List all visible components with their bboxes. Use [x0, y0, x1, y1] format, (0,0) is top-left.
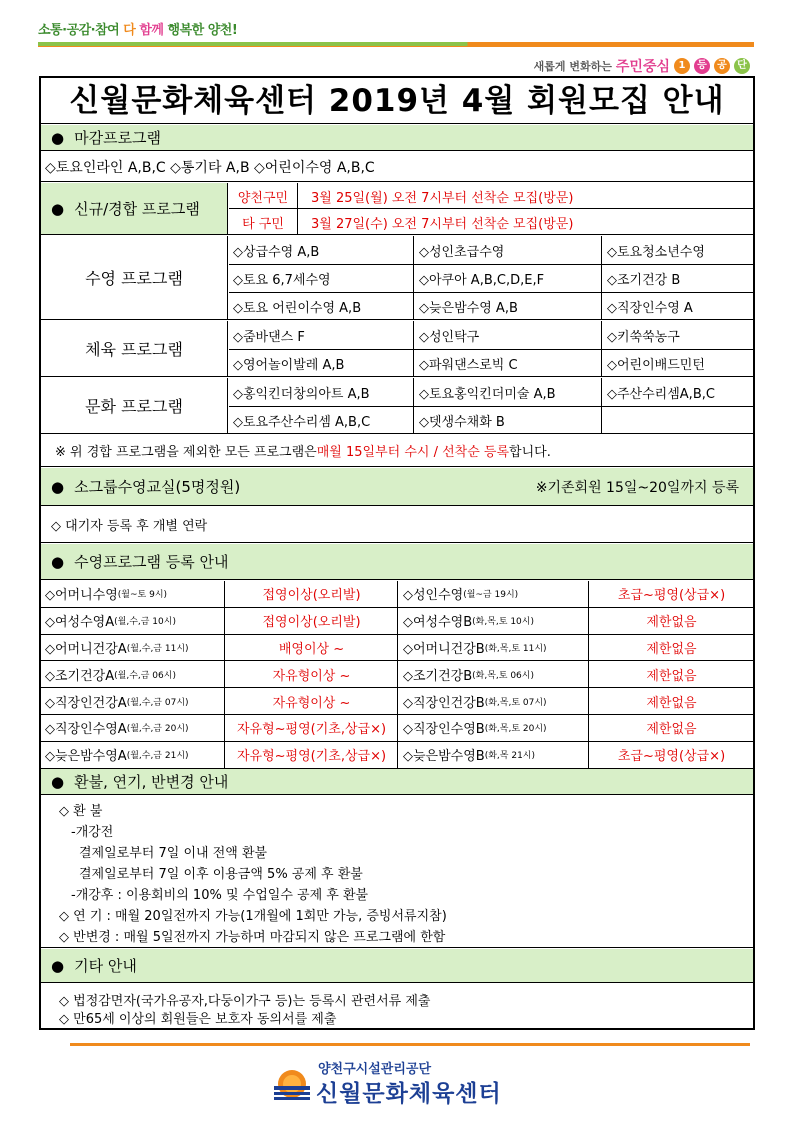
swim-program-block: [41, 236, 753, 320]
refund-line: -개강후 : 이용회비의 10% 및 수업일수 공제 후 환불: [71, 888, 369, 903]
swim-reg-title-cell: [41, 544, 753, 579]
program-item: ◇파워댄스로빅 C: [415, 349, 602, 377]
swim-program-category: 수영 프로그램: [41, 236, 228, 319]
swim-level-left: 자유형이상 ~: [226, 688, 398, 714]
etc-title: 기타 안내: [74, 957, 137, 975]
swim-class-right: [399, 661, 589, 687]
class-name: ◇어머니건강B: [403, 641, 485, 657]
program-item: ◇토요청소년수영: [607, 244, 705, 260]
swim-class-left: [41, 635, 225, 661]
program-item: ◇상급수영 A,B: [229, 236, 414, 264]
refund-title: 환불, 연기, 반변경 안내: [74, 773, 229, 791]
class-schedule: (화,목,토 07시): [484, 697, 547, 708]
note-pre: ※ 위 경합 프로그램을 제외한 모든 프로그램은: [55, 445, 317, 460]
sports-program-block: [41, 321, 753, 377]
culture-program-block: [41, 378, 753, 434]
program-item: ◇뎃생수채화 B: [415, 406, 602, 434]
etc-body: [41, 984, 753, 1028]
small-group-section-header: [41, 468, 753, 506]
refund-line: 결제일로부터 7일 이내 전액 환불: [79, 846, 268, 861]
header-tagline: [534, 56, 750, 76]
swim-reg-row: [41, 742, 753, 769]
swim-level-left: 자유형~평영(기초,상급×): [226, 715, 398, 741]
tagline-circle-4: 단: [734, 58, 750, 74]
nonresident-schedule: 3월 27일(수) 오전 7시부터 선착순 모집(방문): [311, 216, 574, 232]
refund-title-cell: [41, 769, 753, 794]
sports-program-category: 체육 프로그램: [41, 321, 228, 376]
class-name: ◇조기건강B: [403, 668, 473, 684]
refund-line: 결제일로부터 7일 이후 이용금액 5% 공제 후 환불: [79, 867, 363, 882]
program-item: ◇토요 어린이수영 A,B: [229, 292, 414, 320]
refund-section-header: [41, 769, 753, 795]
swim-class-left: [41, 688, 225, 714]
note-highlight: 매월 15일부터 수시 / 선착순 등록: [316, 445, 510, 460]
closing-section-header: [41, 125, 753, 151]
closing-title-cell: [41, 125, 753, 150]
program-item: ◇토요홍익킨더미술 A,B: [415, 378, 602, 406]
program-item: ◇주산수리셈A,B,C: [607, 386, 715, 402]
refund-line: ◇ 연 기 : 매월 20일전까지 가능(1개월에 1회만 가능, 증빙서류지참): [59, 909, 447, 924]
bullet-icon: ●: [51, 552, 65, 571]
class-name: ◇성인수영: [403, 588, 464, 604]
header-divider-thin: [38, 46, 754, 47]
class-schedule: (화,목,토 20시): [484, 724, 547, 735]
swim-reg-title: 수영프로그램 등록 안내: [74, 553, 229, 571]
class-schedule: (월,수,금 07시): [126, 697, 189, 708]
tagline-circle-1: 1: [674, 58, 690, 74]
class-name: ◇직장인건강B: [403, 695, 485, 711]
swim-class-right: [399, 608, 589, 634]
header-slogan: [38, 19, 237, 38]
small-group-title: 소그룹수영교실(5명정원): [74, 478, 241, 496]
tagline-small: 새롭게 변화하는: [533, 60, 612, 73]
class-name: ◇늦은밤수영B: [403, 749, 485, 765]
class-schedule: (화,목 21시): [484, 751, 535, 762]
swim-level-right: 제한없음: [646, 722, 697, 738]
bullet-icon: ●: [51, 199, 65, 218]
page-title: 신월문화체육센터 2019년 4월 회원모집 안내: [41, 78, 753, 124]
tagline-circle-2: 등: [694, 58, 710, 74]
class-name: ◇조기건강A: [45, 668, 115, 684]
closing-items-row: [41, 152, 753, 182]
notice-frame: [39, 76, 755, 1030]
sun-logo-icon: [272, 1062, 312, 1106]
swim-class-right: [399, 635, 589, 661]
program-item: ◇늦은밤수영 A,B: [415, 292, 602, 320]
class-name: ◇여성수영A: [45, 615, 115, 631]
class-schedule: (월~금 19시): [463, 590, 519, 601]
slogan-part2: 행복한 양천!: [167, 23, 238, 38]
closing-items: ◇토요인라인 A,B,C ◇통기타 A,B ◇어린이수영 A,B,C: [45, 159, 375, 176]
swim-class-left: [41, 608, 225, 634]
swim-reg-row: [41, 608, 753, 635]
swim-class-right: [399, 715, 589, 741]
class-name: ◇늦은밤수영A: [45, 749, 127, 765]
class-schedule: (월~토 9시): [117, 590, 168, 601]
nonresident-label: 타 구민: [229, 209, 298, 235]
resident-schedule: 3월 25일(월) 오전 7시부터 선착순 모집(방문): [311, 190, 574, 206]
swim-level-left: 배영이상 ~: [226, 635, 398, 661]
refund-line: -개강전: [71, 825, 114, 840]
culture-program-category: 문화 프로그램: [41, 378, 228, 433]
program-item: ◇조기건강 B: [607, 272, 681, 288]
bullet-icon: ●: [51, 477, 65, 496]
class-schedule: (화,목,토 06시): [472, 670, 534, 681]
registration-note-row: [41, 435, 753, 467]
slogan-ham: 함께: [139, 23, 164, 38]
tagline-big: 주민중심: [615, 59, 670, 75]
class-name: ◇여성수영B: [403, 615, 473, 631]
registration-note: [41, 435, 753, 466]
small-group-title-cell: [41, 468, 753, 505]
program-item: ◇어린이배드민턴: [607, 357, 705, 373]
swim-class-left: [41, 715, 225, 741]
tagline-circle-3: 공: [714, 58, 730, 74]
class-name: ◇직장인수영A: [45, 722, 127, 738]
class-schedule: (월,수,금 11시): [126, 643, 189, 654]
program-item: ◇성인초급수영: [415, 236, 602, 264]
class-schedule: (화,목,토 11시): [484, 643, 547, 654]
resident-label: 양천구민: [229, 183, 298, 209]
closing-title: 마감프로그램: [74, 129, 162, 147]
etc-line: ◇ 만65세 이상의 회원들은 보호자 동의서를 제출: [59, 1012, 337, 1027]
refund-body: [41, 796, 753, 948]
swim-class-left: [41, 661, 225, 687]
etc-line: ◇ 법정감면자(국가유공자,다둥이가구 등)는 등록시 관련서류 제출: [59, 994, 431, 1009]
program-item: ◇아쿠아 A,B,C,D,E,F: [415, 264, 602, 292]
swim-reg-row: [41, 688, 753, 715]
new-combined-title: 신규/경합 프로그램: [74, 200, 200, 218]
footer-org: 양천구시설관리공단: [318, 1062, 432, 1077]
program-item: ◇성인탁구: [415, 321, 602, 349]
program-item: [603, 406, 753, 434]
program-item: ◇영어놀이발레 A,B: [229, 349, 414, 377]
class-name: ◇직장인수영B: [403, 722, 485, 738]
slogan-part1: 소통·공감·참여: [38, 23, 120, 38]
refund-line: ◇ 반변경 : 매월 5일전까지 가능하며 마감되지 않은 프로그램에 한함: [59, 930, 446, 945]
program-item: ◇홍익킨더창의아트 A,B: [229, 378, 414, 406]
small-group-body-row: [41, 507, 753, 543]
program-item: ◇토요 6,7세수영: [229, 264, 414, 292]
class-name: ◇직장인건강A: [45, 695, 127, 711]
class-name: ◇어머니수영: [45, 588, 118, 604]
swim-level-left: 접영이상(오리발): [226, 608, 398, 634]
swim-level-right: 제한없음: [646, 695, 697, 711]
bullet-icon: ●: [51, 956, 65, 975]
swim-class-right: [399, 742, 589, 768]
swim-reg-row: [41, 635, 753, 662]
footer-center-name: 신월문화체육센터: [316, 1081, 502, 1107]
program-item: ◇줌바댄스 F: [229, 321, 414, 349]
slogan-da: 다: [123, 23, 136, 38]
swim-level-right: 제한없음: [646, 668, 697, 684]
class-name: ◇어머니건강A: [45, 641, 127, 657]
swim-reg-row: [41, 581, 753, 608]
swim-class-right: [399, 688, 589, 714]
swim-level-right: 제한없음: [646, 615, 697, 631]
swim-class-right: [399, 581, 589, 607]
class-schedule: (화,목,토 10시): [472, 617, 534, 628]
swim-reg-row: [41, 661, 753, 688]
class-schedule: (월,수,금 06시): [114, 670, 176, 681]
program-item: ◇직장인수영 A: [607, 300, 693, 316]
bullet-icon: ●: [51, 772, 65, 791]
swim-class-left: [41, 742, 225, 768]
program-item: ◇키쑥쑥농구: [607, 329, 680, 345]
new-combined-title-cell: [41, 183, 228, 234]
swim-level-right: 제한없음: [646, 641, 697, 657]
bullet-icon: ●: [51, 128, 65, 147]
swim-level-right: 초급~평영(상급×): [617, 588, 726, 604]
swim-reg-section-header: [41, 544, 753, 580]
swim-class-left: [41, 581, 225, 607]
swim-level-left: 자유형이상 ~: [226, 661, 398, 687]
etc-section-header: [41, 949, 753, 983]
footer-divider: [70, 1043, 750, 1046]
swim-reg-row: [41, 715, 753, 742]
program-item: ◇토요주산수리셈 A,B,C: [229, 406, 414, 434]
class-schedule: (월,수,금 10시): [114, 617, 176, 628]
swim-level-right: 초급~평영(상급×): [617, 749, 726, 765]
class-schedule: (월,수,금 20시): [126, 724, 189, 735]
small-group-body: ◇ 대기자 등록 후 개별 연락: [51, 519, 208, 534]
footer-logo: [272, 1058, 532, 1108]
etc-title-cell: [41, 949, 753, 982]
refund-line: ◇ 환 불: [59, 804, 103, 819]
swim-level-left: 접영이상(오리발): [226, 581, 398, 607]
swim-level-left: 자유형~평영(기초,상급×): [226, 742, 398, 768]
new-combined-section: [41, 183, 753, 235]
small-group-period: ※기존회원 15일~20일까지 등록: [535, 479, 739, 496]
note-post: 합니다.: [509, 445, 551, 460]
class-schedule: (월,수,금 21시): [126, 751, 189, 762]
